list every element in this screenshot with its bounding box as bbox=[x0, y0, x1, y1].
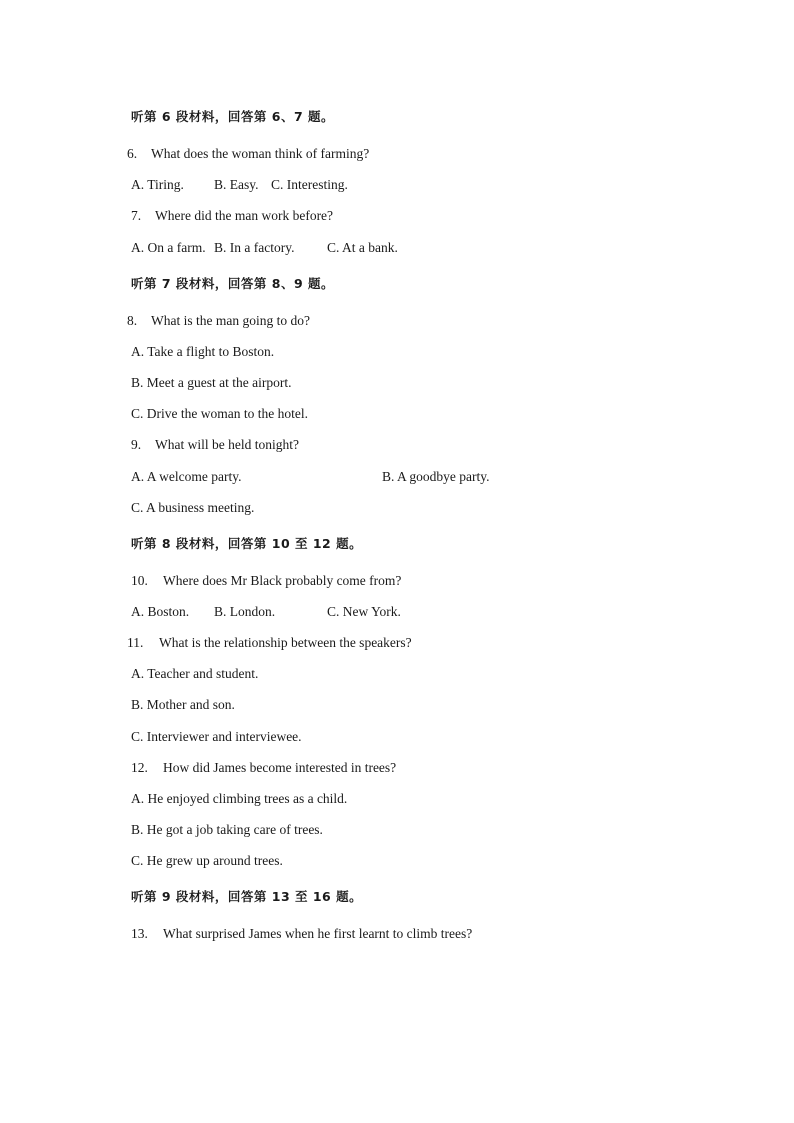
option-c: C. Interesting. bbox=[271, 177, 348, 192]
question-12 bbox=[131, 759, 396, 777]
option-c: C. Interviewer and interviewee. bbox=[131, 729, 302, 744]
question-number: 9. bbox=[131, 437, 142, 452]
section-heading-6: 听第 6 段材料，回答第 6、7 题。 bbox=[131, 109, 335, 124]
question-text: What surprised James when he first learnt to climb trees? bbox=[163, 926, 473, 941]
question-text: What is the relationship between the speakers? bbox=[159, 635, 412, 650]
option-c: C. At a bank. bbox=[327, 240, 398, 255]
option-b: B. Meet a guest at the airport. bbox=[131, 375, 292, 390]
question-text: Where does Mr Black probably come from? bbox=[163, 573, 402, 588]
option-b: B. He got a job taking care of trees. bbox=[131, 822, 323, 837]
option-a: A. On a farm. bbox=[131, 240, 206, 255]
section-heading-7: 听第 7 段材料，回答第 8、9 题。 bbox=[131, 276, 335, 291]
option-b: B. In a factory. bbox=[214, 240, 295, 255]
options-6 bbox=[131, 176, 531, 194]
option-a: A. Take a flight to Boston. bbox=[131, 344, 275, 359]
question-text: What is the man going to do? bbox=[151, 313, 310, 328]
question-11 bbox=[127, 634, 412, 652]
question-number: 6. bbox=[127, 146, 138, 161]
question-number: 7. bbox=[131, 208, 142, 223]
question-7 bbox=[131, 207, 333, 225]
option-c: C. Drive the woman to the hotel. bbox=[131, 406, 308, 421]
question-9 bbox=[131, 436, 299, 454]
question-10 bbox=[131, 572, 401, 590]
question-number: 8. bbox=[127, 313, 138, 328]
option-b: B. Easy. bbox=[214, 177, 259, 192]
question-number: 13. bbox=[131, 926, 148, 941]
question-text: How did James become interested in trees? bbox=[163, 760, 397, 775]
option-b: B. A goodbye party. bbox=[382, 469, 490, 484]
question-number: 10. bbox=[131, 573, 148, 588]
options-9 bbox=[131, 468, 551, 486]
question-text: What will be held tonight? bbox=[155, 437, 299, 452]
question-13 bbox=[131, 925, 472, 943]
question-8 bbox=[127, 312, 310, 330]
option-a: A. Teacher and student. bbox=[131, 666, 259, 681]
option-a: A. He enjoyed climbing trees as a child. bbox=[131, 791, 348, 806]
option-a: A. Tiring. bbox=[131, 177, 184, 192]
options-7 bbox=[131, 239, 531, 257]
option-c: C. New York. bbox=[327, 604, 401, 619]
option-b: B. London. bbox=[214, 604, 276, 619]
option-a: A. A welcome party. bbox=[131, 469, 242, 484]
question-number: 11. bbox=[127, 635, 144, 650]
question-text: What does the woman think of farming? bbox=[151, 146, 370, 161]
question-number: 12. bbox=[131, 760, 148, 775]
option-a: A. Boston. bbox=[131, 604, 190, 619]
section-heading-8: 听第 8 段材料，回答第 10 至 12 题。 bbox=[131, 536, 363, 551]
option-c: C. He grew up around trees. bbox=[131, 853, 283, 868]
option-c: C. A business meeting. bbox=[131, 500, 255, 515]
question-text: Where did the man work before? bbox=[155, 208, 334, 223]
options-10 bbox=[131, 603, 531, 621]
option-b: B. Mother and son. bbox=[131, 697, 235, 712]
section-heading-9: 听第 9 段材料，回答第 13 至 16 题。 bbox=[131, 889, 363, 904]
question-6 bbox=[127, 145, 369, 163]
